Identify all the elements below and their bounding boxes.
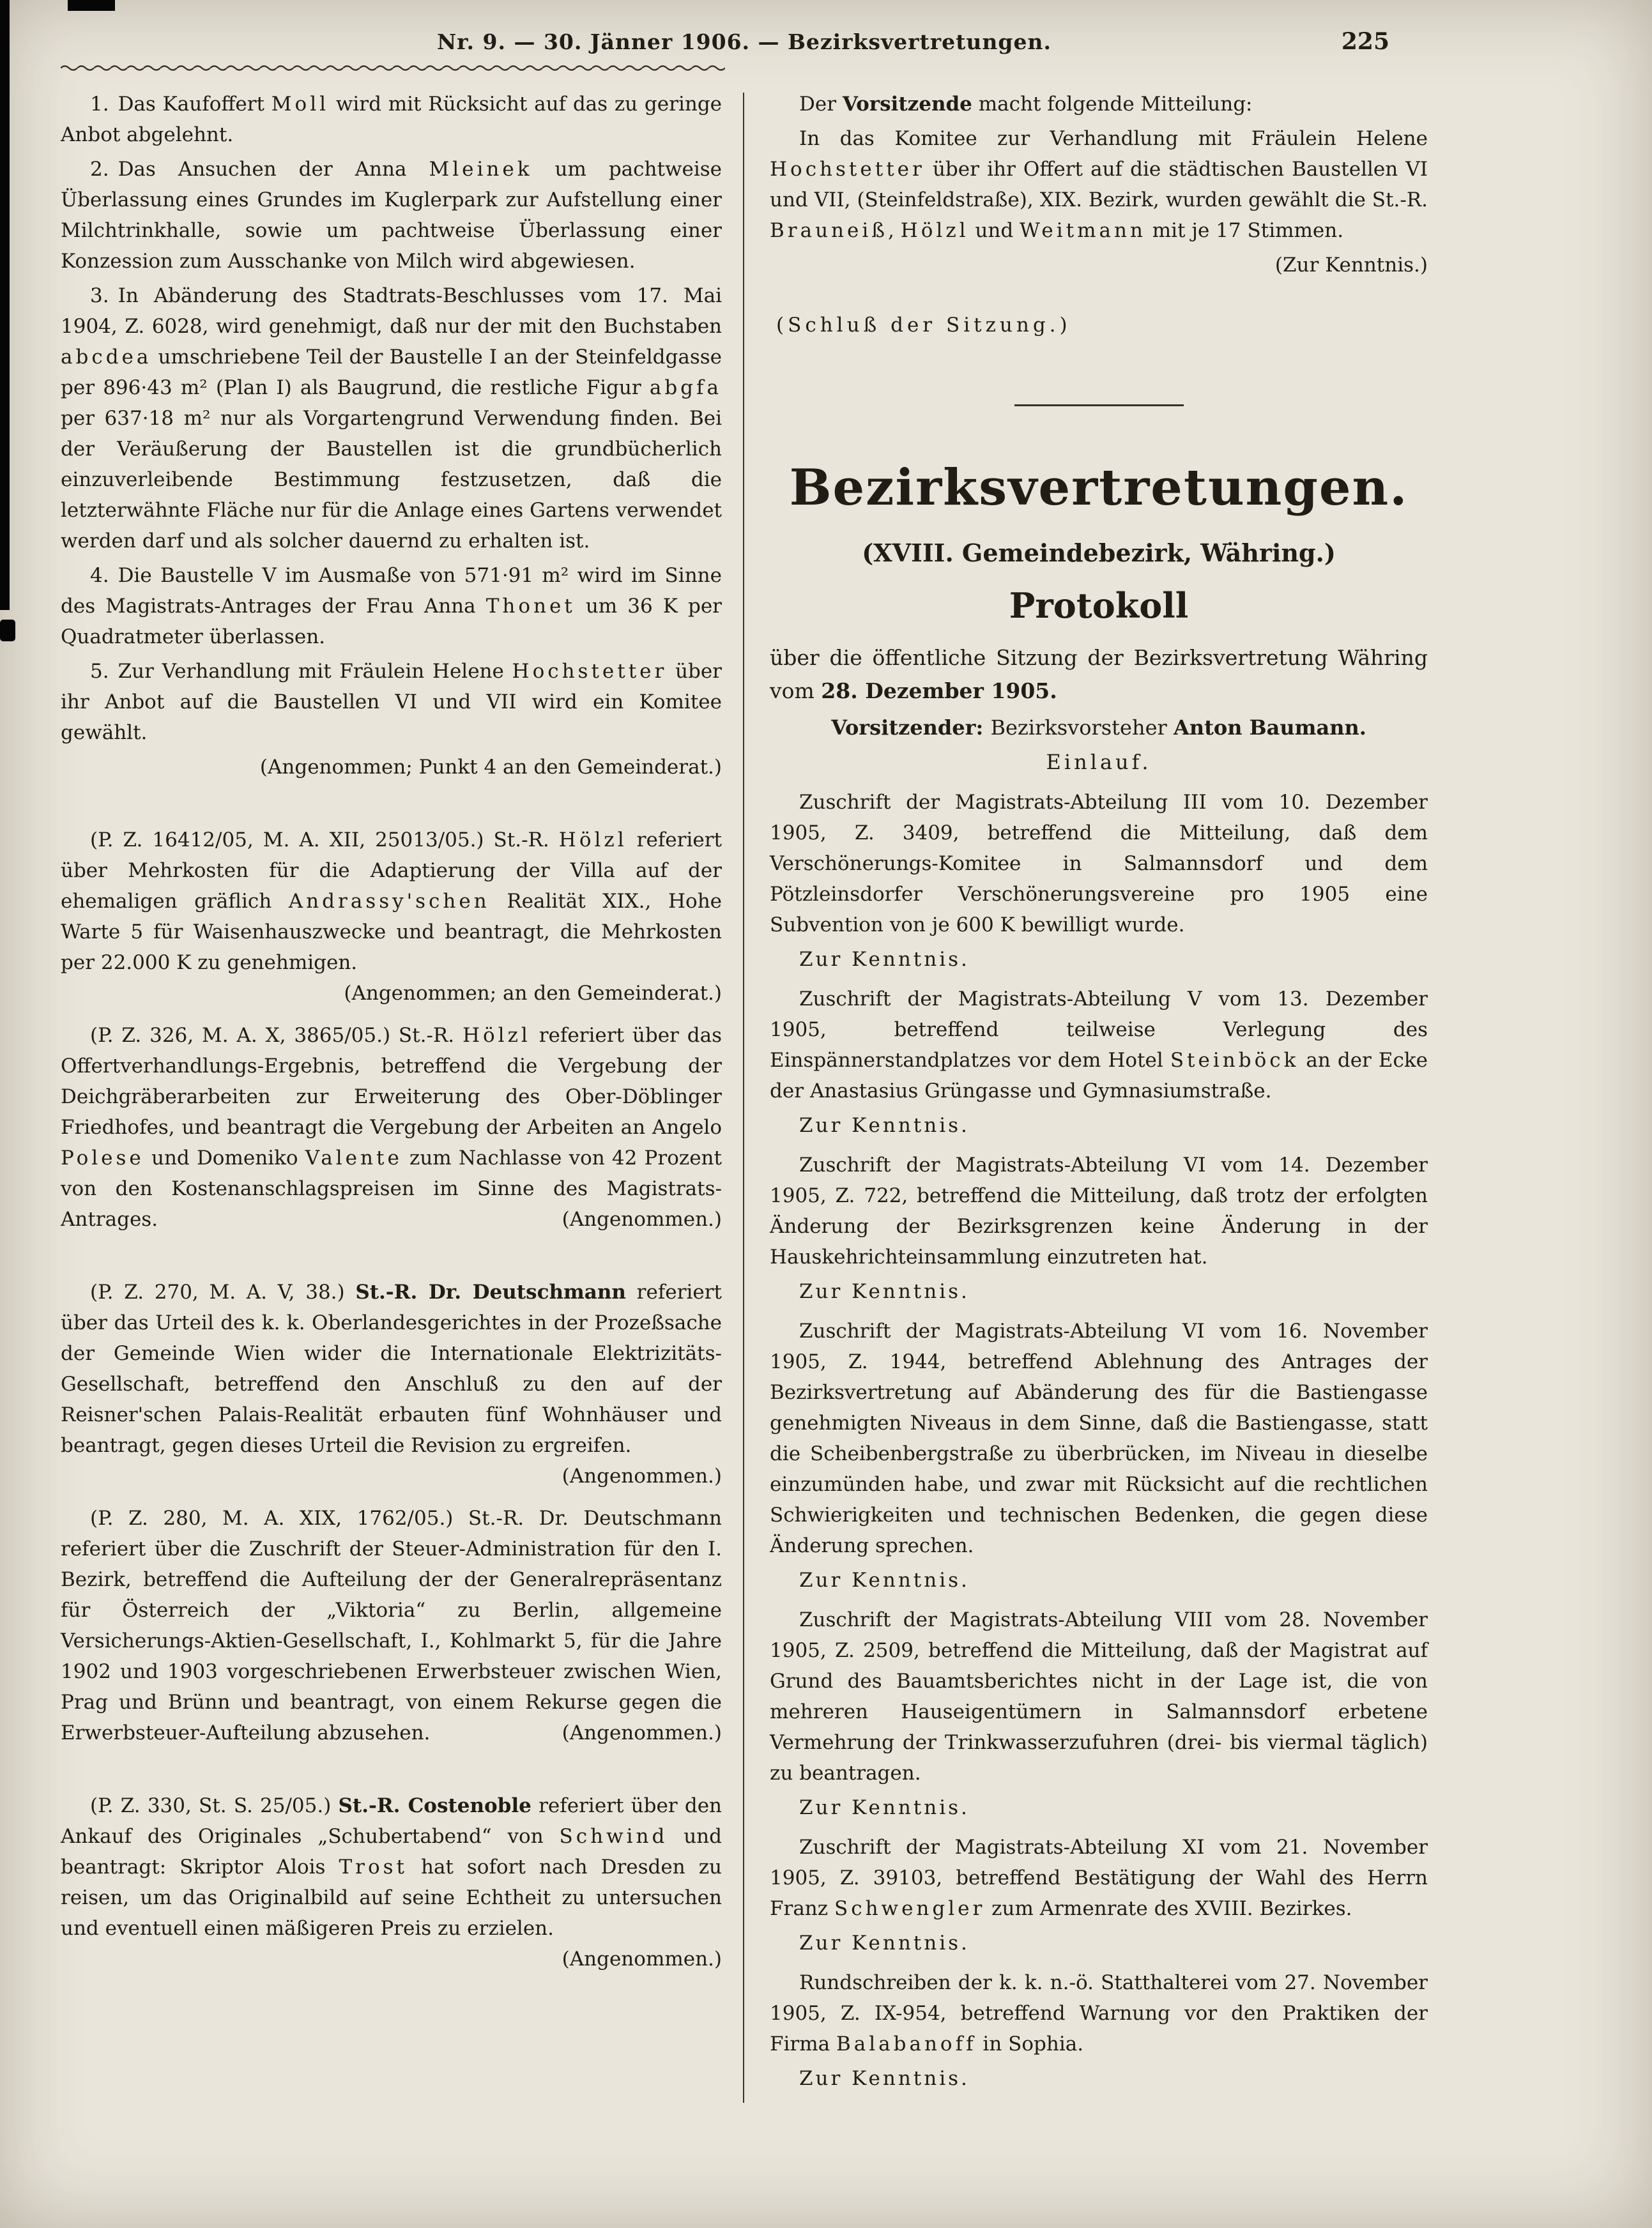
paragraph-text: Zuschrift der Magistrats-Abteilung VI vom 16. November 1905, Z. 1944, betreffend Ablehnung des Antrages der Bezirksvertretung auf Abänderung des für die Bastiengasse genehmigten Niveaus in dem Sinne, daß die Bastiengasse, statt die Scheibenbergstraße zu überbrücken, im Niveau in dieselbe einzumünden habe, und zwar mit Rücksicht auf die rechtlichen Schwierigkeiten und technischen Bedenken, die gegen diese Änderung sprechen.	[770, 1320, 1428, 1557]
agenda-paragraph	[61, 1277, 723, 1488]
entry-paragraph	[770, 1967, 1428, 2059]
entry-paragraph	[770, 1832, 1428, 1924]
section-title: Bezirksvertretungen.	[789, 459, 1409, 517]
acknowledgement: Zur Kenntnis.	[799, 948, 970, 971]
wavy-rule	[61, 64, 725, 72]
acknowledgement: Zur Kenntnis.	[799, 1280, 970, 1303]
page-number: 225	[1341, 28, 1389, 55]
agenda-paragraph	[61, 1020, 722, 1235]
numbered-item	[61, 656, 722, 748]
paragraph-text: Zuschrift der Magistrats-Abteilung III vom 10. Dezember 1905, Z. 3409, betreffend die Mitteilung, daß dem Verschönerungs-Komitee in Salmannsdorf und dem Pötzleinsdorfer Verschönerungsvereine pro 1905 eine Subvention von je 600 K bewilligt wurde.	[770, 791, 1428, 936]
decision-note: (Angenommen; Punkt 4 an den Gemeinderat.)	[259, 756, 722, 779]
numbered-item	[61, 154, 722, 277]
section-divider-rule	[1014, 404, 1184, 406]
numbered-item	[61, 280, 722, 556]
paragraph-text: über die öffentliche Sitzung der Bezirksvertretung Währing vom 28. Dezember 1905.	[770, 645, 1428, 703]
agenda-paragraph	[61, 1503, 722, 1748]
acknowledgement: Zur Kenntnis.	[799, 2067, 970, 2090]
decision-note: (Angenommen.)	[562, 1721, 722, 1744]
item-text: Zur Verhandlung mit Fräulein Helene Hochstetter über ihr Anbot auf die Baustellen VI und VII wird ein Komitee gewählt.	[61, 660, 722, 744]
running-head: Nr. 9. — 30. Jänner 1906. — Bezirksvertretungen.	[437, 29, 1052, 54]
item-number: 2.	[90, 158, 109, 181]
item-text: Das Kaufoffert Moll wird mit Rücksicht auf das zu geringe Anbot abgelehnt.	[61, 93, 723, 146]
decision-note: (Angenommen.)	[562, 1465, 722, 1488]
left-column	[61, 89, 722, 2103]
page-content	[61, 29, 1428, 2103]
paragraph-text: Rundschreiben der k. k. n.-ö. Statthalterei vom 27. November 1905, Z. IX-954, betreffend Warnung vor den Praktiken der Firma Balabanoff in Sophia.	[770, 1971, 1428, 2056]
einlauf-heading: Einlauf.	[1046, 750, 1152, 774]
decision-note: (Angenommen; an den Gemeinderat.)	[344, 982, 722, 1005]
acknowledgement: Zur Kenntnis.	[799, 1114, 970, 1137]
paragraph-text: (P. Z. 270, M. A. V, 38.) St.-R. Dr. Deutschmann referiert über das Urteil des k. k. Oberlandesgerichtes in der Prozeßsache der Gemeinde Wien wider die Internationale Elektrizitäts-Gesellschaft, betreffend den Anschluß zu den auf der Reisner'schen Palais-Realität erbauten fünf Wohnhäuser und beantragt, gegen dieses Urteil die Revision zu ergreifen.	[61, 1281, 723, 1457]
announcement-lead	[770, 89, 1428, 119]
decision-note: (Angenommen.)	[562, 1948, 722, 1971]
entry-paragraph	[770, 1150, 1428, 1272]
session-intro	[770, 641, 1428, 708]
acknowledgement: Zur Kenntnis.	[799, 1932, 970, 1955]
right-column	[770, 89, 1428, 2103]
item-number: 4.	[90, 564, 109, 587]
item-text: Die Baustelle V im Ausmaße von 571·91 m² wird im Sinne des Magistrats-Antrages der Frau Anna Thonet um 36 K per Quadratmeter überlassen.	[61, 564, 722, 648]
page-header	[61, 29, 1428, 63]
paragraph-text: Zuschrift der Magistrats-Abteilung VIII vom 28. November 1905, Z. 2509, betreffend die Mitteilung, daß der Magistrat auf Grund des Bauamtsberichtes nicht in der Lage ist, die von mehreren Hauseigentümern in Salmannsdorf erbetene Vermehrung der Trinkwasserzufuhren (drei- bis viermal täglich) zu beantragen.	[770, 1608, 1428, 1785]
district-subtitle: (XVIII. Gemeindebezirk, Währing.)	[862, 538, 1336, 567]
entry-paragraph	[770, 984, 1428, 1106]
acknowledgement: Zur Kenntnis.	[799, 1569, 970, 1592]
paragraph-text: Zuschrift der Magistrats-Abteilung V vom 13. Dezember 1905, betreffend teilweise Verlegung des Einspännerstandplatzes vor dem Hotel Steinböck an der Ecke der Anastasius Grüngasse und Gymnasiumstraße.	[770, 988, 1428, 1103]
protokoll-heading: Protokoll	[1009, 585, 1189, 626]
entry-paragraph	[770, 787, 1428, 940]
decision-note: (Zur Kenntnis.)	[1274, 254, 1428, 277]
paragraph-text: (P. Z. 326, M. A. X, 3865/05.) St.-R. Hölzl referiert über das Offertverhandlungs-Ergebnis, betreffend die Vergebung der Deichgräberarbeiten zur Erweiterung des Ober-Döblinger Friedhofes, und beantragt die Vergebung der Arbeiten an Angelo Polese und Domeniko Valente zum Nachlasse von 42 Prozent von den Kostenanschlagspreisen im Sinne des Magistrats-Antrages.	[61, 1024, 722, 1231]
entry-paragraph	[770, 1605, 1428, 1789]
agenda-paragraph	[61, 1790, 723, 1971]
item-text: In Abänderung des Stadtrats-Beschlusses vom 17. Mai 1904, Z. 6028, wird genehmigt, daß nur der mit den Buchstaben abcdea umschriebene Teil der Baustelle I an der Steinfeldgasse per 896·43 m² (Plan I) als Baugrund, die restliche Figur abgfa per 637·18 m² nur als Vorgartengrund Verwendung finden. Bei der Veräußerung der Baustellen ist die grundbücherlich einzuverleibende Bestimmung festzusetzen, daß die letzterwähnte Fläche nur für die Anlage eines Gartens verwendet werden darf und als solcher dauernd zu erhalten ist.	[61, 284, 722, 553]
paragraph-text: (P. Z. 330, St. S. 25/05.) St.-R. Costenoble referiert über den Ankauf des Originales „Schubertabend“ von Schwind und beantragt: Skriptor Alois Trost hat sofort nach Dresden zu reisen, um das Originalbild auf seine Echtheit zu untersuchen und eventuell einen mäßigeren Preis zu erzielen.	[61, 1794, 723, 1940]
paragraph-text: (P. Z. 280, M. A. XIX, 1762/05.) St.-R. Dr. Deutschmann referiert über die Zuschrift der Steuer-Administration für den I. Bezirk, betreffend die Aufteilung der der Generalrepräsentanz für Österreich der „Viktoria“ zu Berlin, allgemeine Versicherungs-Aktien-Gesellschaft, I., Kohlmarkt 5, für die Jahre 1902 und 1903 vorgeschriebenen Erwerbsteuer zwischen Wien, Prag und Brünn und beantragt, von einem Rekurse gegen die Erwerbsteuer-Aufteilung abzusehen.	[61, 1507, 722, 1744]
paragraph-text: Zuschrift der Magistrats-Abteilung VI vom 14. Dezember 1905, Z. 722, betreffend die Mitteilung, daß trotz der erfolgten Änderung der Bezirksgrenzen keine Änderung in der Hauskehrichteinsammlung einzutreten hat.	[770, 1154, 1428, 1269]
item-text: Das Ansuchen der Anna Mleinek um pachtweise Überlassung eines Grundes im Kuglerpark zur Aufstellung einer Milchtrinkhalle, sowie um pachtweise Überlassung einer Konzession zum Ausschanke von Milch wird abgewiesen.	[61, 158, 722, 273]
paragraph-text: Zuschrift der Magistrats-Abteilung XI vom 21. November 1905, Z. 39103, betreffend Bestätigung der Wahl des Herrn Franz Schwengler zum Armenrate des XVIII. Bezirkes.	[770, 1836, 1428, 1920]
agenda-paragraph	[61, 825, 723, 1005]
column-divider-line	[743, 93, 744, 2103]
entry-paragraph	[770, 1316, 1428, 1561]
item-number: 3.	[90, 284, 109, 307]
two-column-layout	[61, 89, 1428, 2103]
item-number: 1.	[90, 93, 109, 116]
paragraph-text: (P. Z. 16412/05, M. A. XII, 25013/05.) St.-R. Hölzl referiert über Mehrkosten für die Adaptierung der Villa auf der ehemaligen gräflich Andrassy'schen Realität XIX., Hohe Warte 5 für Waisenhauszwecke und beantragt, die Mehrkosten per 22.000 K zu genehmigen.	[61, 828, 723, 974]
scan-artifact	[0, 0, 10, 610]
paragraph-text: Vorsitzender: Bezirksvorsteher Anton Baumann.	[831, 715, 1366, 740]
decision-note: (Angenommen.)	[562, 1208, 722, 1231]
paragraph-text: Der Vorsitzende macht folgende Mitteilung:	[799, 93, 1253, 116]
session-closing: (Schluß der Sitzung.)	[776, 314, 1071, 337]
announcement-body	[770, 123, 1428, 246]
paragraph-text: In das Komitee zur Verhandlung mit Fräulein Helene Hochstetter über ihr Offert auf die städtischen Baustellen VI und VII, (Steinfeldstraße), XIX. Bezirk, wurden gewählt die St.-R. Brauneiß, Hölzl und Weitmann mit je 17 Stimmen.	[770, 127, 1428, 242]
numbered-item	[61, 560, 722, 652]
numbered-item	[61, 89, 722, 150]
scan-artifact	[0, 620, 15, 641]
acknowledgement: Zur Kenntnis.	[799, 1796, 970, 1819]
chairman-line	[770, 712, 1428, 744]
item-number: 5.	[90, 660, 109, 683]
scan-artifact	[68, 0, 115, 11]
